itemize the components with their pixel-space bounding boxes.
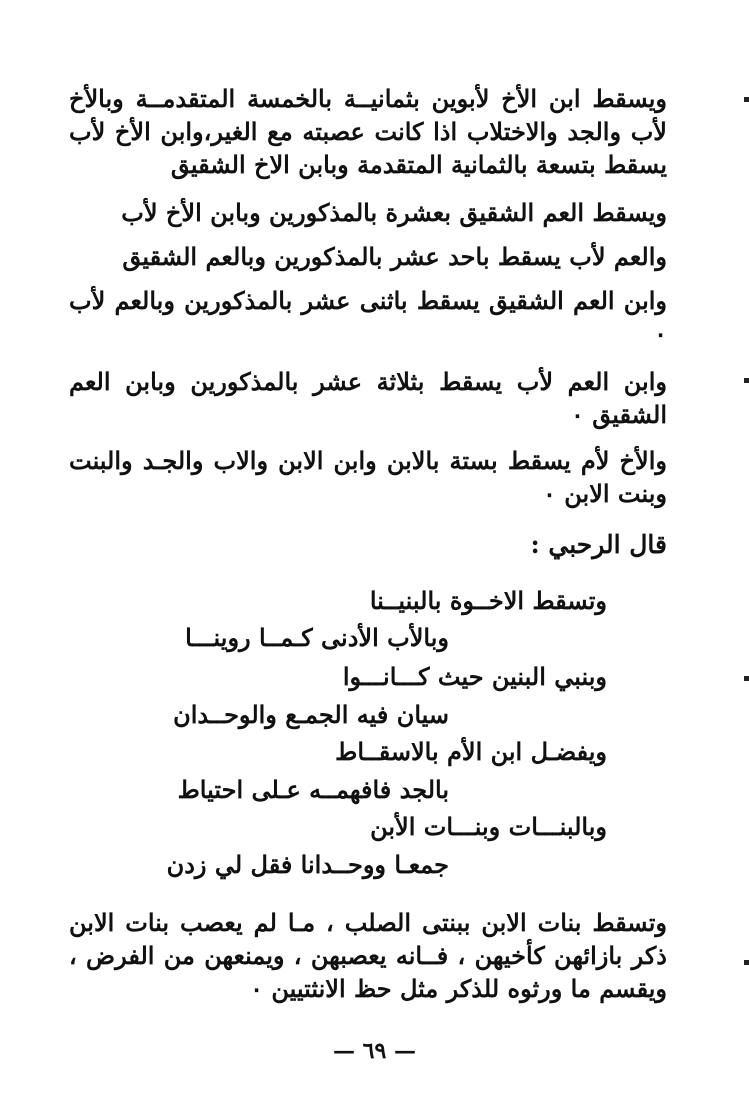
paragraph-full-uncle-exclusion: ويسقط العم الشقيق بعشرة بالمذكورين وبابن الأخ لأب (121, 198, 667, 227)
paragraph-paternal-uncle-exclusion: والعم لأب يسقط باحد عشر بالمذكورين وبالعم الشقيق (122, 242, 667, 271)
margin-mark (744, 97, 749, 102)
paragraph-full-cousin-exclusion: وابن العم الشقيق يسقط باثنى عشر بالمذكورين وبالعم لأب ٠ (69, 286, 667, 348)
verse-line: سيان فيه الجمـع والوحــدان (173, 700, 449, 729)
verse-line: ويفضـل ابن الأم بالاسقــاط (335, 737, 607, 766)
verse-line: بالجد فافهمــه عـلى احتياط (177, 775, 449, 804)
page-number: — ٦٩ — (333, 1038, 416, 1064)
paragraph-maternal-brother-exclusion: والأخ لأم يسقط بستة بالابن وابن الابن والاب والجـد والبنت وبنت الابن ٠ (69, 446, 667, 508)
verse-line: وتسقط الاخــوة بالبنيــنا (369, 586, 607, 615)
verse-line: وبنبي البنين حيث كـــانـــوا (342, 662, 607, 691)
paragraph-nephew-exclusion: ويسقط ابن الأخ لأبوين بثمانيــة بالخمسة المتقدمــة وبالأخ لأب والجد والاختلاب اذا كانت عصبته مع الغير،وابن الأخ لأب يسقط بتسعة بالثمانية المتقدمة وبابن الاخ الشقيق (69, 84, 667, 179)
paragraph-paternal-cousin-exclusion: وابن العم لأب يسقط بثلاثة عشر بالمذكورين وبابن العم الشقيق ٠ (69, 367, 667, 429)
verse-line: وبالبنـــات وبنـــات الأبن (370, 812, 607, 841)
margin-mark (744, 960, 749, 965)
section-heading: قال الرحبي : (530, 530, 667, 559)
margin-mark (744, 676, 749, 681)
paragraph-granddaughter-exclusion: وتسقط بنات الابن ببنتى الصلب ، مـا لم يعصب بنات الابن ذكر بازائهن كأخيهن ، فــانه يعصبهن ، ويمنعهن من الفرض ، ويقسم ما ورثوه للذكر مثل حظ الانثتيين ٠ (69, 908, 667, 1003)
verse-line: جمعـا ووحــدانا فقل لي زدن (166, 850, 449, 879)
verse-line: وبالأب الأدنى كـمــا روينـــا (185, 623, 449, 652)
margin-mark (744, 378, 749, 383)
